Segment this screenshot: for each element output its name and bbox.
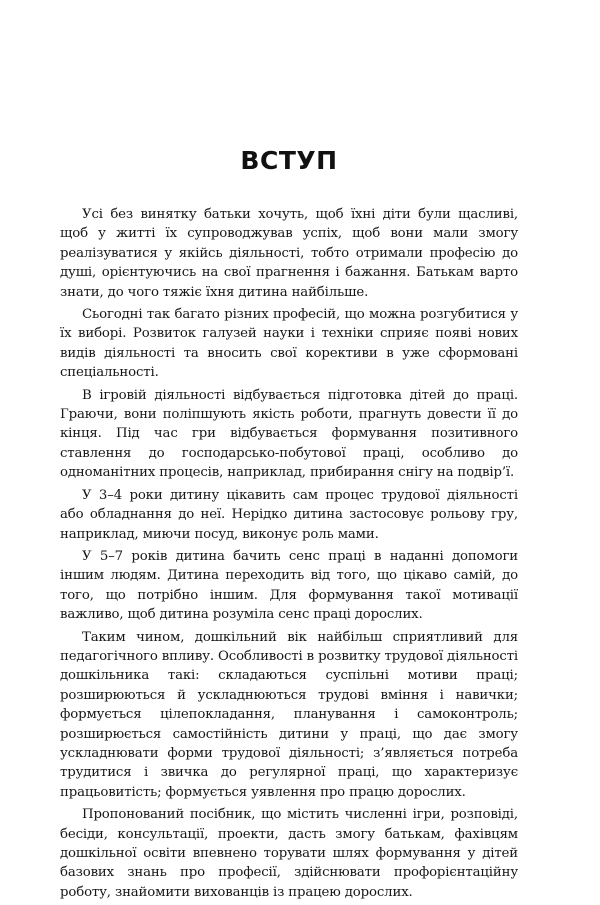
paragraph: Таким чином, дошкільний вік найбільш сприятливий для педагогічного впливу. Особливості в розвитку трудової діяльності дошкільника такі: складаються суспільні мотиви праці; розширюються й ускладнюються трудові вміння і навички; формується цілепокладання, планування і самоконтроль; розширюється самостійність дитини у праці, що дає змогу ускладнювати форми трудової діяльності; з’являється потреба трудитися і звичка до регулярної праці, що характеризує працьовитість; формується уявлення про працю дорослих. xyxy=(60,629,518,800)
paragraph: У 5–7 років дитина бачить сенс праці в наданні допомоги іншим людям. Дитина переходить від того, що цікаво самій, до того, що потрібно іншим. Для формування такої мотивації важливо, щоб дитина розуміла сенс праці дорослих. xyxy=(60,548,518,623)
paragraph: В ігровій діяльності відбувається підготовка дітей до праці. Граючи, вони поліпшують якість роботи, прагнуть довести її до кінця. Під час гри відбувається формування позитивного ставлення до господарсько-побутової праці, особливо до одноманітних процесів, наприклад, прибирання снігу на подвір’ї. xyxy=(60,387,518,481)
paragraph: Сьогодні так багато різних професій, що можна розгубитися у їх виборі. Розвиток галузей науки і техніки сприяє появі нових видів діяльності та вносить свої корективи в уже сформовані спеціальності. xyxy=(60,307,518,381)
document-body xyxy=(60,205,518,905)
paragraph: Усі без винятку батьки хочуть, щоб їхні діти були щасливі, щоб у житті їх супроводжував успіх, щоб вони мали змогу реалізуватися у якійсь діяльності, тобто отримали професію до душі, орієнтуючись на свої прагнення і бажання. Батькам варто знати, до чого тяжіє їхня дитина найбільше. xyxy=(60,207,518,300)
page-title: ВСТУП xyxy=(240,146,338,175)
paragraph: У 3–4 роки дитину цікавить сам процес трудової діяльності або обладнання до неї. Нерідко дитина застосовує рольову гру, наприклад, миючи посуд, виконує роль мами. xyxy=(60,487,518,542)
document-page xyxy=(60,0,518,900)
paragraph: Пропонований посібник, що містить численні ігри, розповіді, бесіди, консультації, проекти, дасть змогу батькам, фахівцям дошкільної освіти впевнено торувати шлях формування у дітей базових знань про професії, здійснювати профорієнтаційну роботу, знайомити вихованців із працею дорослих. xyxy=(60,807,518,900)
